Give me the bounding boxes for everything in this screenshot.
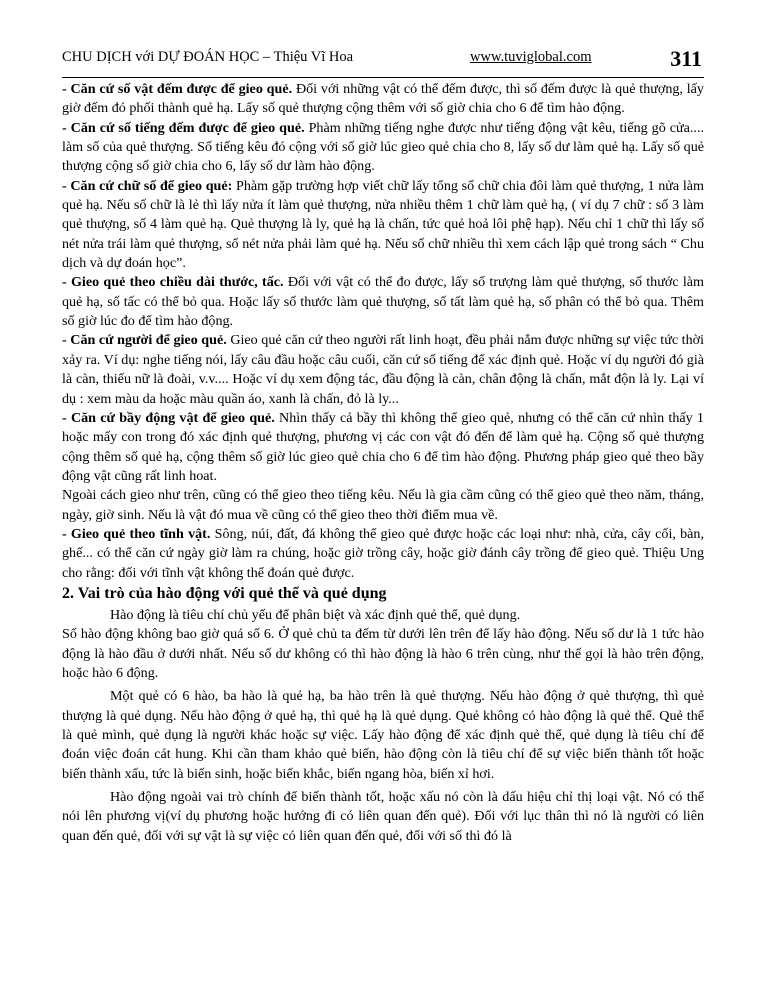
method-body: Phàm gặp trường hợp viết chữ lấy tổng số chữ chia đôi làm quẻ thượng, 1 nửa làm quẻ hạ. Nếu số chữ là lẻ thì lấy nửa ít làm quẻ thượng, nửa nhiều thêm 1 chữ làm quẻ hạ, ( ví dụ 7 chữ : số 3 làm quẻ thượng, số 4 làm quẻ hạ. Quẻ thượng là ly, quẻ hạ là chấn, tức quẻ hoả lôi phệ hạp). Nếu chỉ 1 chữ thì lấy số nét nửa trái làm quẻ thượng, số nét nửa phải làm quẻ hạ. Nếu số chữ nhiều thì xem cách lập quẻ trong sách “ Chu dịch và dự đoán học”. [62,177,705,272]
method-body: Gieo quẻ căn cứ theo người rất linh hoạt, đều phải nắm được những sự việc tức thời xảy ra. Ví dụ: nghe tiếng nói, lấy câu đầu hoặc câu cuối, căn cứ số tiếng để xác định quẻ. Hoặc ví dụ người đó già là càn, thiếu nữ là đoài, v.v.... Hoặc ví dụ xem động tác, đầu động là càn, chân động là chấn, mắt độn là ly. Lại ví dụ : xem màu da hoặc màu quần áo, xanh là chấn, đỏ là ly... [62,332,704,407]
method-body: Phàm những tiếng nghe được như tiếng động vật kêu, tiếng gõ cửa.... làm số của quẻ thượng. Số tiếng kêu đó cộng với số giờ lúc gieo quẻ chia cho 8, lấy số dư làm quẻ hạ. Lấy số quẻ thượng cộng số giờ chia cho 6, lấy số dư làm hào động. [62,119,704,175]
method-body: Sông, núi, đất, đá không thể gieo quẻ được hoặc các loại như: nhà, cửa, cây cối, bàn, ghế... có thể căn cứ ngày giờ làm ra chúng, hoặc giờ trồng cây, hoặc giờ đánh cây trồng để gieo quẻ. Thiệu Ung cho rằng: đối với tĩnh vật không thể đoán quẻ được. [62,525,704,581]
website-link[interactable]: www.tuviglobal.com [470,49,592,65]
paragraph-rest: Số hào động không bao giờ quá số 6. Ở quẻ chủ ta đếm từ dưới lên trên để lấy hào động. Nếu số dư là 1 tức hào động là hào đầu ở dưới nhất. Nếu số dư không có thì hào động là hào 6 trên cùng, như thế gọi là hào trên động, hoặc hào 6 động. [62,626,704,681]
method-lead: - Căn cứ người để gieo quẻ. [62,332,227,349]
method-lead: - Căn cứ chữ số để gieo quẻ: [62,177,233,194]
method-lead: - Gieo quẻ theo chiều dài thước, tấc. [62,274,284,291]
page-header [62,46,704,80]
method-item [62,80,704,119]
method-item [62,331,704,408]
method-body: Đối với vật có thể đo được, lấy số trượng làm quẻ thượng, số thước làm quẻ hạ, số tấc có thể bỏ qua. Hoặc lấy số thước làm quẻ thượng, số tất làm quẻ hạ, số phân có thể bỏ qua. Thêm số giờ lúc đo để tìm hào động. [62,274,704,330]
method-item [62,119,704,177]
book-title: CHU DỊCH với DỰ ĐOÁN HỌC – Thiệu Vĩ Hoa [62,49,354,65]
method-lead: - Căn cứ số tiếng đếm được để gieo quẻ. [62,119,305,136]
page-number: 311 [670,46,702,71]
method-body: Đối với những vật có thể đếm được, thì số đếm được là quẻ thượng, lấy giờ đếm đó phối thành quẻ hạ. Lấy số quẻ thượng cộng thêm với số giờ chia cho 6 để tìm hào động. [62,81,704,117]
paragraph-first-line: Hào động là tiêu chí chủ yếu để phân biệt và xác định quẻ thể, quẻ dụng. [110,606,521,623]
method-item [62,525,704,583]
method-lead: - Gieo quẻ theo tĩnh vật. [62,525,211,542]
method-lead: - Căn cứ số vật đếm được để gieo quẻ. [62,81,293,97]
method-item [62,177,704,274]
method-item [62,409,704,486]
method-lead: - Căn cứ bầy động vật để gieo quẻ. [62,409,275,426]
note-paragraph: Ngoài cách gieo như trên, cũng có thể gieo theo tiếng kêu. Nếu là gia cầm cũng có thể gieo quẻ theo năm, tháng, ngày, giờ sinh. Nếu là vật đó mua về cũng có thể gieo theo thời điểm mua về. [62,487,704,523]
body-paragraph: Một quẻ có 6 hào, ba hào là quẻ hạ, ba hào trên là quẻ thượng. Nếu hào động ở quẻ thượng, thì quẻ thượng là quẻ dụng. Nếu hào động ở quẻ hạ, thì quẻ hạ là quẻ dụng. Quẻ không có hào động là quẻ thể. Quẻ thể là quẻ mình, quẻ dụng là người khác hoặc sự việc. Lấy hào động để xác định quẻ thể, quẻ dụng là tiêu chí để đoán việc đoán cát hung. Khi cần tham khảo quẻ biến, hào động còn là tiêu chí để sự việc biến thành tốt hoặc biến thành xấu, tức là biến sinh, hoặc biến khắc, biến ngang hòa, biến xỉ hơi. [62,688,704,782]
header-rule [62,77,704,78]
method-item [62,273,704,331]
body-paragraph: Hào động ngoài vai trò chính để biến thành tốt, hoặc xấu nó còn là dấu hiệu chỉ thị loại vật. Nó có thể nói lên phương vị(ví dụ phương hoặc hướng đi có liên quan đến quẻ). Đối với lục thân thì nó là người có liên quan đến quẻ, đối với sự vật là sự việc có liên quan đến quẻ, đối với số thì đó là [62,789,704,844]
section-heading: 2. Vai trò của hào động với quẻ thể và quẻ dụng [62,584,387,602]
method-body: Nhìn thấy cả bầy thì không thể gieo quẻ, nhưng có thể căn cứ nhìn thấy 1 hoặc mấy con trong đó xác định quẻ thượng, phương vị các con vật đó đến để làm quẻ hạ. Cộng số quẻ thượng cộng thêm số quẻ hạ, cộng thêm số giờ lúc gieo quẻ chia cho 6 để tìm hào động. Phương pháp gieo quẻ theo bầy động vật cũng rất linh hoat. [62,409,704,484]
body-paragraph [62,606,704,683]
page-body [62,80,704,846]
